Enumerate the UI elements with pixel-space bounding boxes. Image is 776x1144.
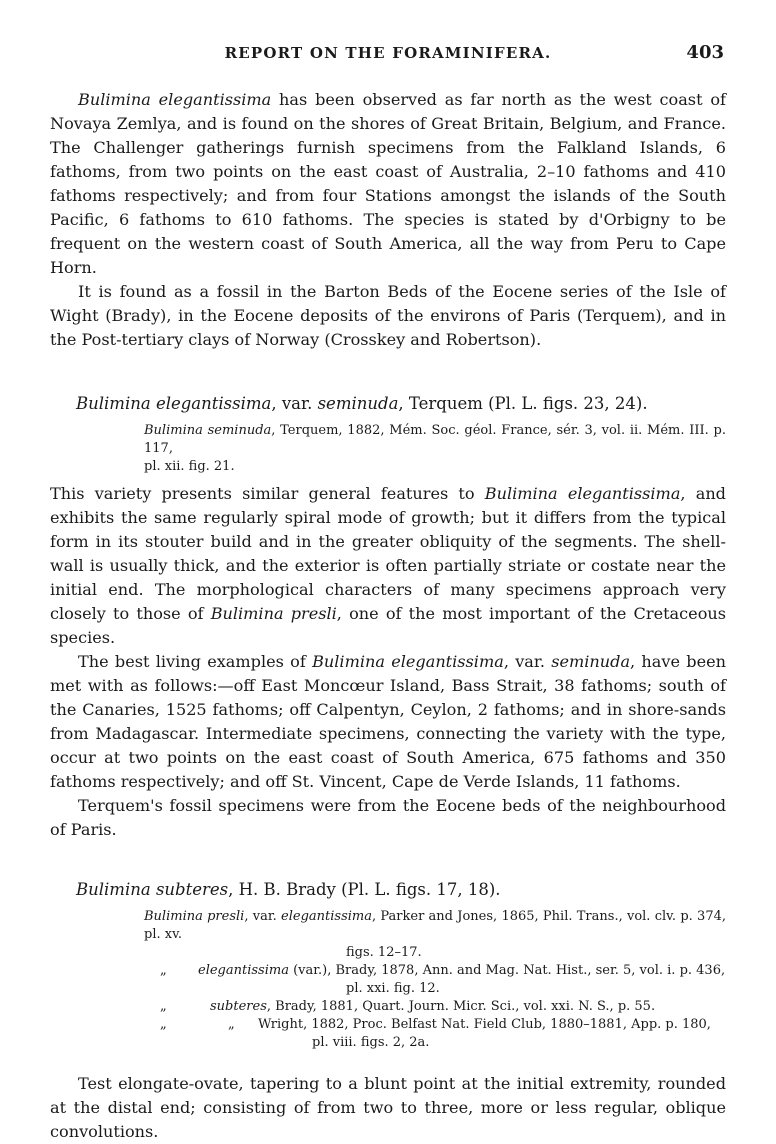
synonym-ref: , Parker and Jones, 1865, Phil. Trans., vol. clv. p. 374, pl. xv.	[144, 909, 727, 942]
paragraph-text: The best living examples of	[78, 652, 313, 671]
species-name: Bulimina elegantissima	[484, 484, 681, 503]
section-heading-seminuda	[76, 392, 726, 416]
paragraph-localities	[50, 650, 726, 794]
ditto-mark: „	[160, 963, 167, 978]
synonym-ref: (var.), Brady, 1878, Ann. and Mag. Nat. Hist., ser. 5, vol. i. p. 436,	[288, 963, 726, 978]
variety-name: seminuda	[551, 652, 631, 671]
ditto-mark: „	[228, 1017, 235, 1032]
synonymy-entry-cont: pl. xii. fig. 21.	[144, 459, 235, 474]
paragraph-terquem: Terquem's fossil specimens were from the Eocene beds of the neighbourhood of Paris.	[50, 796, 726, 839]
synonym-name: elegantissima	[198, 963, 289, 978]
synonym-ref: , Brady, 1881, Quart. Journ. Micr. Sci., vol. xxi. N. S., p. 55.	[266, 999, 656, 1014]
synonymy-entry	[50, 908, 726, 944]
paragraph-test-description: Test elongate-ovate, tapering to a blunt point at the initial extremity, rounded at the distal end; consisting of from two to three, more or less regular, oblique convolutions.	[50, 1074, 726, 1141]
page-number: 403	[686, 42, 724, 63]
paragraph-text: , one of the most important of the Cretaceous species.	[50, 604, 727, 647]
paragraph-description	[50, 482, 726, 650]
synonymy-entry	[50, 422, 726, 458]
heading-species: Bulimina elegantissima	[76, 394, 272, 413]
synonymy-entry-cont: pl. xxi. fig. 12.	[346, 981, 440, 996]
page-body	[50, 88, 726, 1144]
synonymy-entry	[50, 998, 726, 1016]
heading-text: , Terquem (Pl. L. figs. 23, 24).	[398, 394, 648, 413]
paragraph-fossil: It is found as a fossil in the Barton Beds of the Eocene series of the Isle of Wight (Brady), in the Eocene deposits of the environs of Paris (Terquem), and in the Post-tertiary clays of Norway (Crosskey and Robertson).	[50, 282, 726, 349]
synonymy-entry	[50, 962, 726, 980]
synonym-name: Bulimina seminuda	[144, 423, 272, 438]
paragraph-text: has been observed as far north as the west coast of Novaya Zemlya, and is found on the shores of Great Britain, Belgium, and France. The Challenger gatherings furnish specimens from the Falkland Islands, 6 fathoms, from two points on the east coast of Australia, 2–10 fathoms and 410 fathoms respectively; and from four Stations amongst the islands of the South Pacific, 6 fathoms to 610 fathoms. The species is stated by d'Orbigny to be frequent on the western coast of South America, all the way from Peru to Cape Horn.	[50, 90, 726, 277]
running-header	[0, 44, 776, 68]
synonymy-entry-cont: pl. viii. figs. 2, 2a.	[312, 1035, 430, 1050]
species-name: Bulimina presli	[210, 604, 337, 623]
ditto-mark: „	[160, 1017, 167, 1032]
synonym-ref: , Terquem, 1882, Mém. Soc. géol. France, sér. 3, vol. ii. Mém. III. p. 117,	[144, 423, 726, 456]
paragraph-text: , have been met with as follows:—off East Moncœur Island, Bass Strait, 38 fathoms; south of the Canaries, 1525 fathoms; off Calpentyn, Ceylon, 2 fathoms; and in shore-sands from Madagascar. Intermediate specimens, connecting the variety with the type, occur at two points on the east coast of South America, 675 fathoms and 350 fathoms respectively; and off St. Vincent, Cape de Verde Islands, 11 fathoms.	[50, 652, 727, 791]
paragraph-text: , var.	[503, 652, 552, 671]
paragraph-text: , and exhibits the same regularly spiral mode of growth; but it differs from the typical form in its stouter build and in the greater obliquity of the segments. The shell-wall is usually thick, and the exterior is often partially striate or costate near the initial end. The morphological characters of many specimens approach very closely to those of	[50, 484, 726, 623]
species-name: Bulimina elegantissima	[78, 90, 272, 109]
synonymy-subteres	[50, 908, 726, 1052]
heading-species: Bulimina subteres	[76, 880, 229, 899]
ditto-mark: „	[160, 999, 167, 1014]
heading-variety: seminuda	[317, 394, 399, 413]
synonym-variety: elegantissima	[281, 909, 372, 924]
synonymy-entry	[50, 1016, 726, 1034]
synonym-ref: Wright, 1882, Proc. Belfast Nat. Field Club, 1880–1881, App. p. 180,	[258, 1017, 711, 1032]
heading-text: , H. B. Brady (Pl. L. figs. 17, 18).	[228, 880, 501, 899]
species-name: Bulimina elegantissima	[312, 652, 504, 671]
synonymy-seminuda	[50, 422, 726, 476]
paragraph-text: This variety presents similar general features to	[50, 484, 485, 503]
synonymy-entry-cont: figs. 12–17.	[346, 945, 422, 960]
heading-text: , var.	[271, 394, 318, 413]
synonym-name: subteres	[210, 999, 267, 1014]
synonym-name: Bulimina presli	[144, 909, 245, 924]
section-heading-subteres	[76, 878, 726, 902]
synonym-ref: , var.	[244, 909, 282, 924]
running-title: REPORT ON THE FORAMINIFERA.	[224, 44, 552, 62]
paragraph-distribution	[50, 88, 726, 280]
